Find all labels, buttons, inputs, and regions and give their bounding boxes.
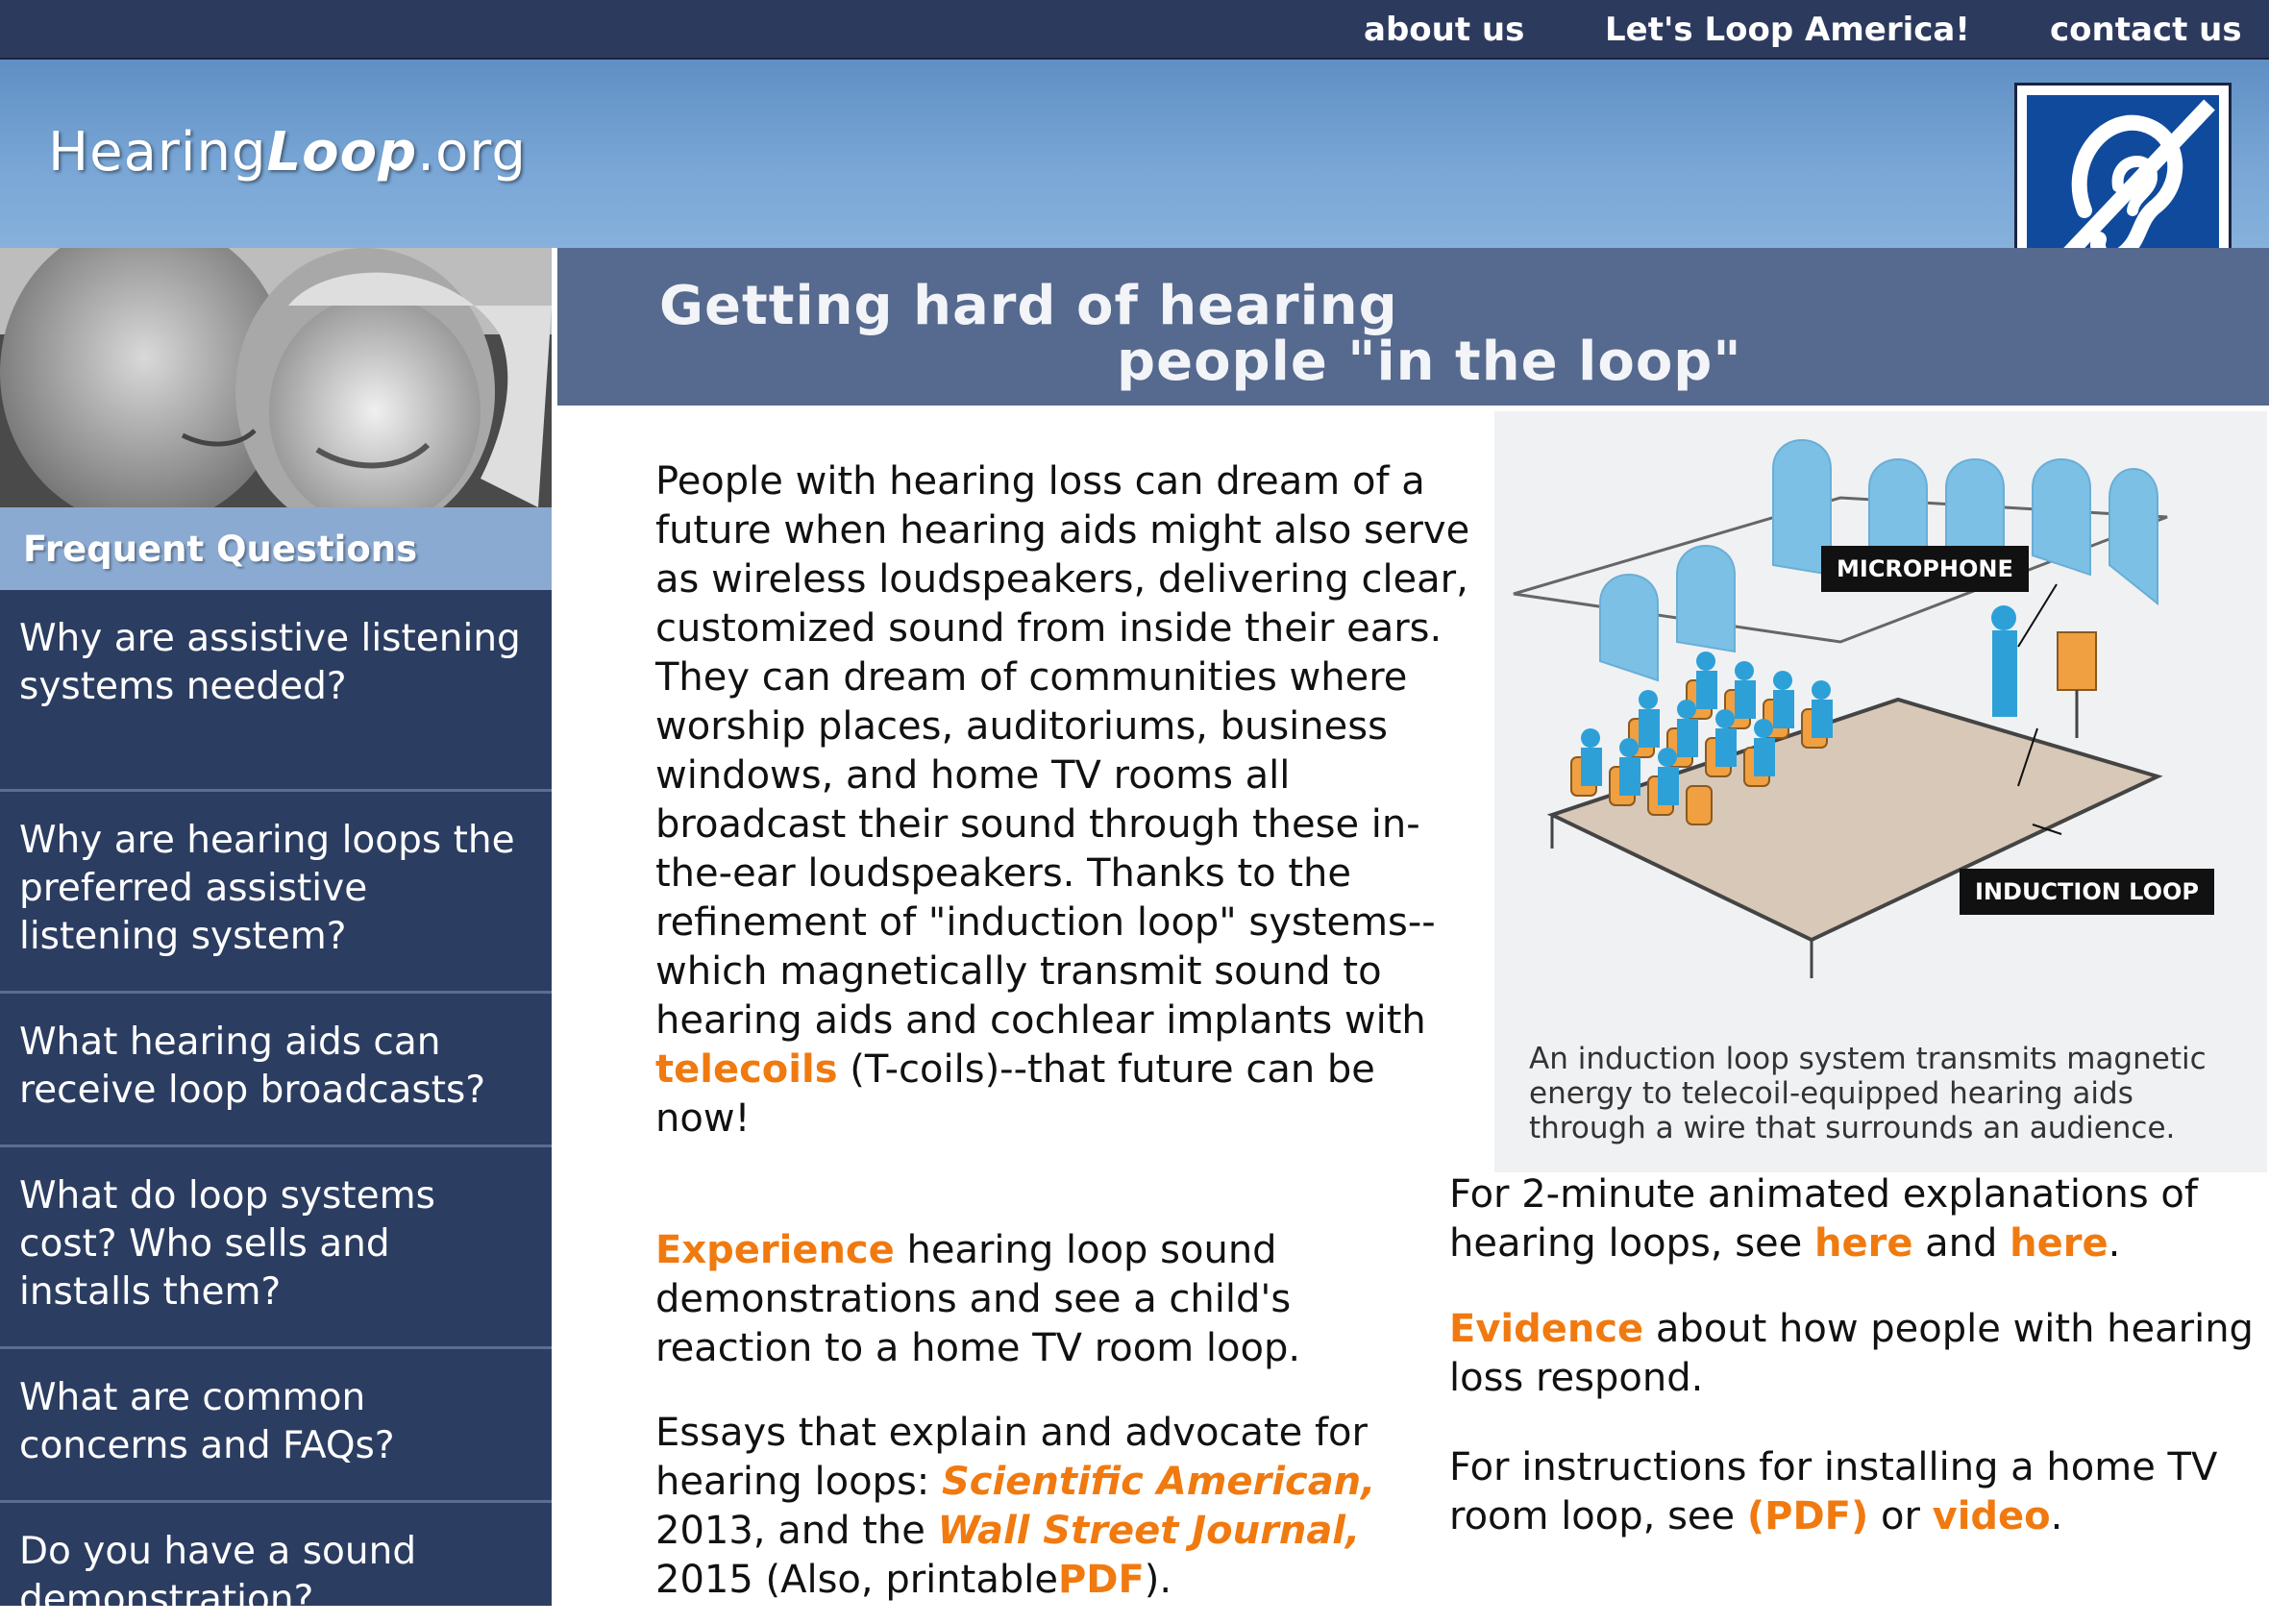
sidebar-divider (552, 248, 557, 1606)
faq-item-why-assistive[interactable] (0, 590, 552, 792)
install-period: . (2050, 1494, 2063, 1538)
intro-text: People with hearing loss can dream of a future when hearing aids might also serve as wireless loudspeakers, delivering clear, customized sound from inside their ears. They can dream of communities where worship places, auditoriums, business windows, and home TV rooms all broadcast their sound through these in-the-ear loudspeakers. Thanks to the refinement of "induction loop" systems--which magnetically transmit sound to hearing aids and cochlear implants with (655, 459, 1470, 1043)
animated-paragraph (1449, 1170, 2257, 1268)
faq-item-cost[interactable] (0, 1147, 552, 1349)
faq-item-label: What hearing aids can receive loop broadcasts? (19, 1021, 486, 1112)
logo-part-org: .org (417, 121, 527, 184)
scientific-american-link[interactable]: Scientific American, (941, 1460, 1376, 1504)
intro-tail: (T-coils)--that future can be now! (655, 1047, 1375, 1141)
install-text: For instructions for installing a home TV room loop, see (1449, 1445, 2218, 1538)
printable-pdf-link[interactable]: PDF (1057, 1558, 1145, 1602)
faq-header (0, 507, 552, 590)
essays-tail-a: 2015 (Also, printable (655, 1558, 1058, 1602)
experience-text: hearing loop sound demonstrations and see a child's reaction to a home TV room loop. (655, 1228, 1301, 1370)
induction-loop-label: INDUCTION LOOP (1960, 869, 2214, 915)
essays-mid: 2013, and the (655, 1509, 925, 1553)
faq-item-why-loops[interactable] (0, 792, 552, 994)
essays-paragraph (655, 1409, 1424, 1605)
install-video-link[interactable]: video (1932, 1494, 2051, 1538)
animated-here-link-1[interactable]: here (1813, 1221, 1913, 1266)
essays-text: Essays that explain and advocate for hearing loops: (655, 1411, 1368, 1504)
banner-line-1: Getting hard of hearing (659, 275, 1398, 337)
diagram-caption: An induction loop system transmits magnetic energy to telecoil-equipped hearing aids through a wire that surrounds an audience. (1529, 1042, 2207, 1145)
faq-item-sound-demo[interactable] (0, 1503, 552, 1621)
couple-photo-illustration (0, 248, 552, 507)
essays-tail-b: ). (1144, 1558, 1172, 1602)
couple-photo (0, 248, 552, 507)
intro-paragraph (655, 457, 1472, 1144)
experience-paragraph (655, 1226, 1386, 1373)
evidence-paragraph (1449, 1305, 2266, 1403)
faq-item-label: Why are assistive listening systems needed? (19, 617, 521, 708)
telecoils-link[interactable]: telecoils (655, 1047, 838, 1092)
top-nav (0, 0, 2269, 60)
site-logo[interactable] (48, 121, 527, 184)
faq-header-label: Frequent Questions (23, 529, 418, 570)
animated-here-link-2[interactable]: here (2010, 1221, 2109, 1266)
banner-line-2: people "in the loop" (1117, 331, 1742, 393)
nav-loop-america-link[interactable]: Let's Loop America! (1605, 11, 1970, 49)
evidence-text: about how people with hearing loss respond. (1449, 1307, 2254, 1400)
site-header (0, 60, 2269, 248)
wall-street-journal-link[interactable]: Wall Street Journal, (937, 1509, 1361, 1553)
faq-item-label: What do loop systems cost? Who sells and installs them? (19, 1174, 435, 1314)
faq-item-label: Do you have a sound demonstration? (19, 1530, 417, 1621)
evidence-link[interactable]: Evidence (1449, 1307, 1644, 1351)
faq-item-concerns[interactable] (0, 1349, 552, 1503)
loop-diagram-illustration (1494, 411, 2267, 1036)
install-or: or (1880, 1494, 1920, 1538)
logo-part-hearing: Hearing (48, 121, 267, 184)
experience-link[interactable]: Experience (655, 1228, 895, 1272)
induction-loop-diagram (1494, 411, 2267, 1172)
faq-item-label: What are common concerns and FAQs? (19, 1376, 395, 1467)
animated-text: For 2-minute animated explanations of hearing loops, see (1449, 1172, 2198, 1266)
nav-about-us-link[interactable]: about us (1364, 11, 1525, 49)
animated-and: and (1925, 1221, 1998, 1266)
nav-contact-us-link[interactable]: contact us (2050, 11, 2242, 49)
faq-item-label: Why are hearing loops the preferred assistive listening system? (19, 819, 515, 958)
install-paragraph (1449, 1443, 2266, 1541)
title-banner (557, 248, 2269, 406)
install-pdf-link[interactable]: (PDF) (1746, 1494, 1869, 1538)
animated-period: . (2108, 1221, 2121, 1266)
microphone-label: MICROPHONE (1821, 546, 2029, 592)
sidebar (0, 507, 552, 1621)
logo-part-loop: Loop (266, 121, 418, 184)
faq-item-which-hearing-aids[interactable] (0, 994, 552, 1147)
